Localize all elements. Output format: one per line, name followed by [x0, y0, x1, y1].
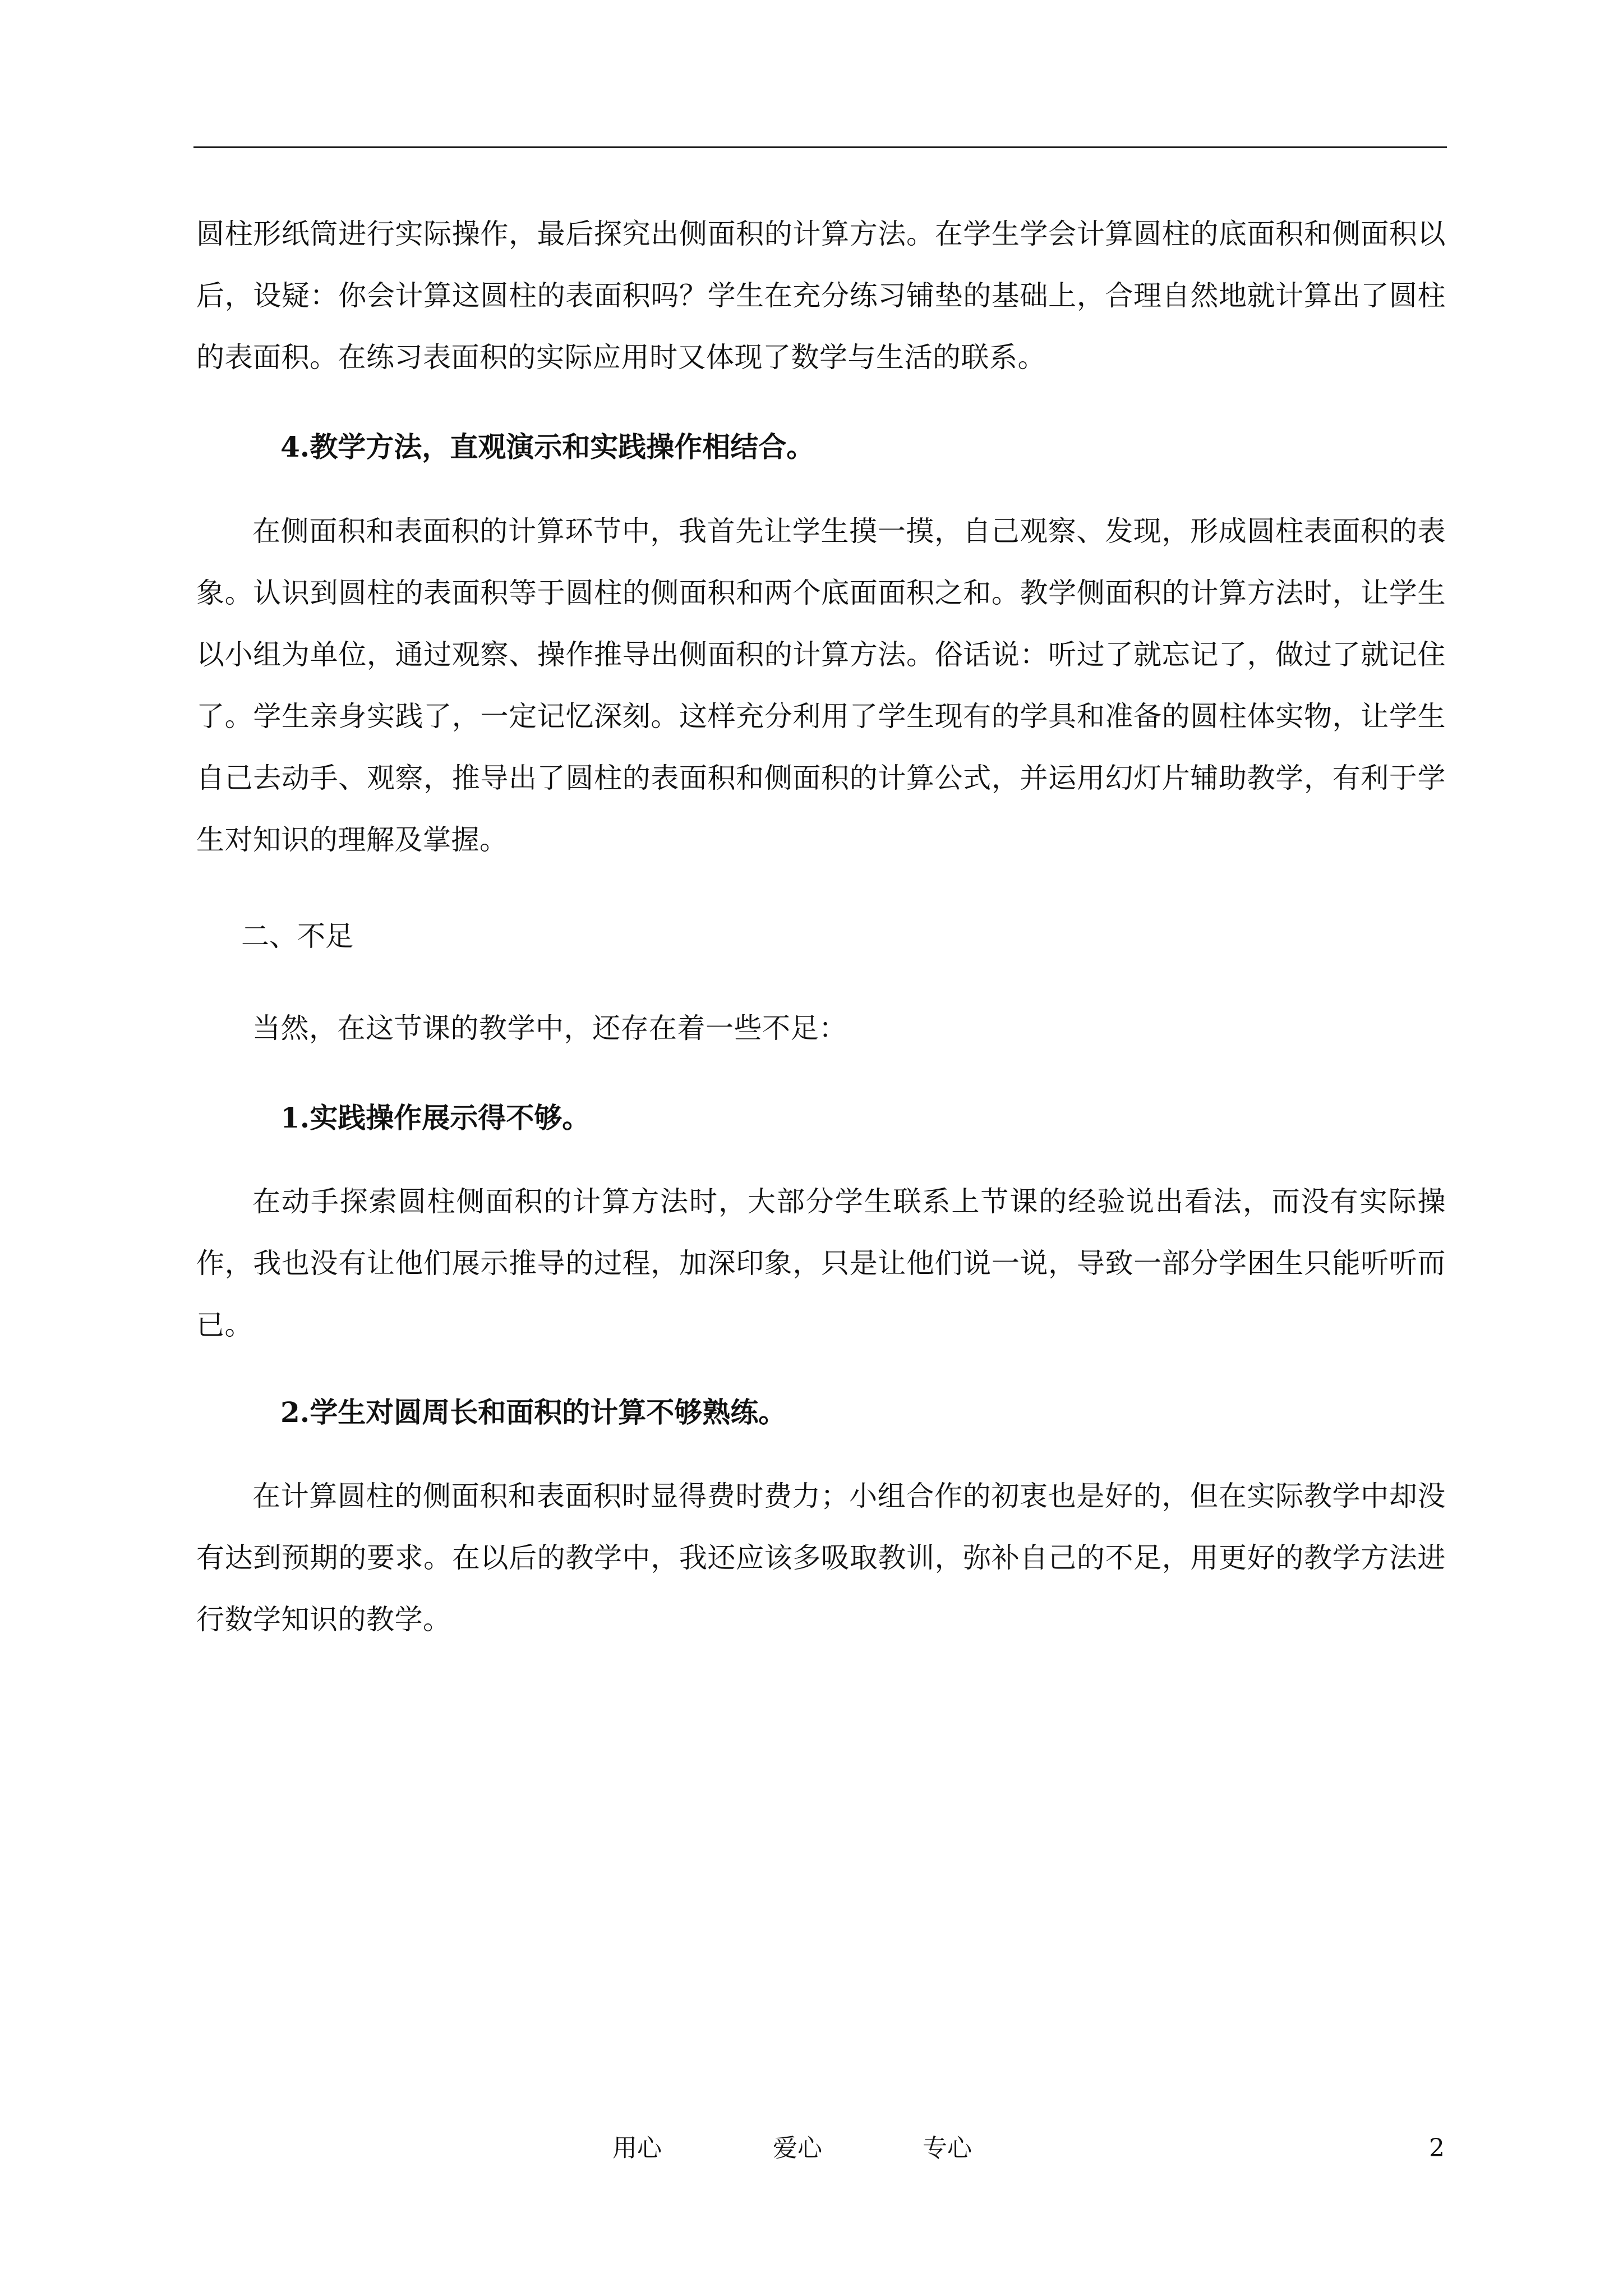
page-number: 2: [1429, 2134, 1445, 2162]
footer-motto-1: 用心: [612, 2134, 662, 2162]
section-heading-shortcomings: 二、不足: [241, 920, 353, 953]
paragraph-surface-area-method: 在侧面积和表面积的计算环节中，我首先让学生摸一摸，自己观察、发现，形成圆柱表面积的表象。认识到圆柱的表面积等于圆柱的侧面积和两个底面面积之和。教学侧面积的计算方法时，让学生以小组为单位，通过观察、操作推导出侧面积的计算方法。俗话说：听过了就忘记了，做过了就记住了。学生亲身实践了，一定记忆深刻。这样充分利用了学生现有的学具和准备的圆柱体实物，让学生自己去动手、观察，推导出了圆柱的表面积和侧面积的计算公式，并运用幻灯片辅助教学，有利于学生对知识的理解及掌握。: [196, 515, 1446, 856]
footer-motto-2: 爱心: [773, 2134, 822, 2162]
paragraph-circle-calculation: 在计算圆柱的侧面积和表面积时显得费时费力；小组合作的初衷也是好的，但在实际教学中却没有达到预期的要求。在以后的教学中，我还应该多吸取教训，弥补自己的不足，用更好的教学方法进行数学知识的教学。: [196, 1480, 1446, 1636]
paragraph-cylinder-practice: 圆柱形纸筒进行实际操作，最后探究出侧面积的计算方法。在学生学会计算圆柱的底面积和侧面积以后，设疑：你会计算这圆柱的表面积吗？学生在充分练习铺垫的基础上，合理自然地就计算出了圆柱的表面积。在练习表面积的实际应用时又体现了数学与生活的联系。: [196, 218, 1446, 374]
header-rule: [193, 146, 1447, 148]
footer-motto-3: 专心: [923, 2134, 972, 2162]
paragraph-practice-display: 在动手探索圆柱侧面积的计算方法时，大部分学生联系上节课的经验说出看法，而没有实际操作，我也没有让他们展示推导的过程，加深印象，只是让他们说一说，导致一部分学困生只能听听而已。: [196, 1185, 1446, 1341]
heading-circle-calculation: 2.学生对圆周长和面积的计算不够熟练。: [280, 1396, 787, 1429]
paragraph-shortcomings-intro: 当然，在这节课的教学中，还存在着一些不足：: [252, 1012, 847, 1045]
heading-teaching-method: 4.教学方法，直观演示和实践操作相结合。: [280, 430, 815, 463]
heading-practice-display: 1.实践操作展示得不够。: [280, 1101, 591, 1134]
